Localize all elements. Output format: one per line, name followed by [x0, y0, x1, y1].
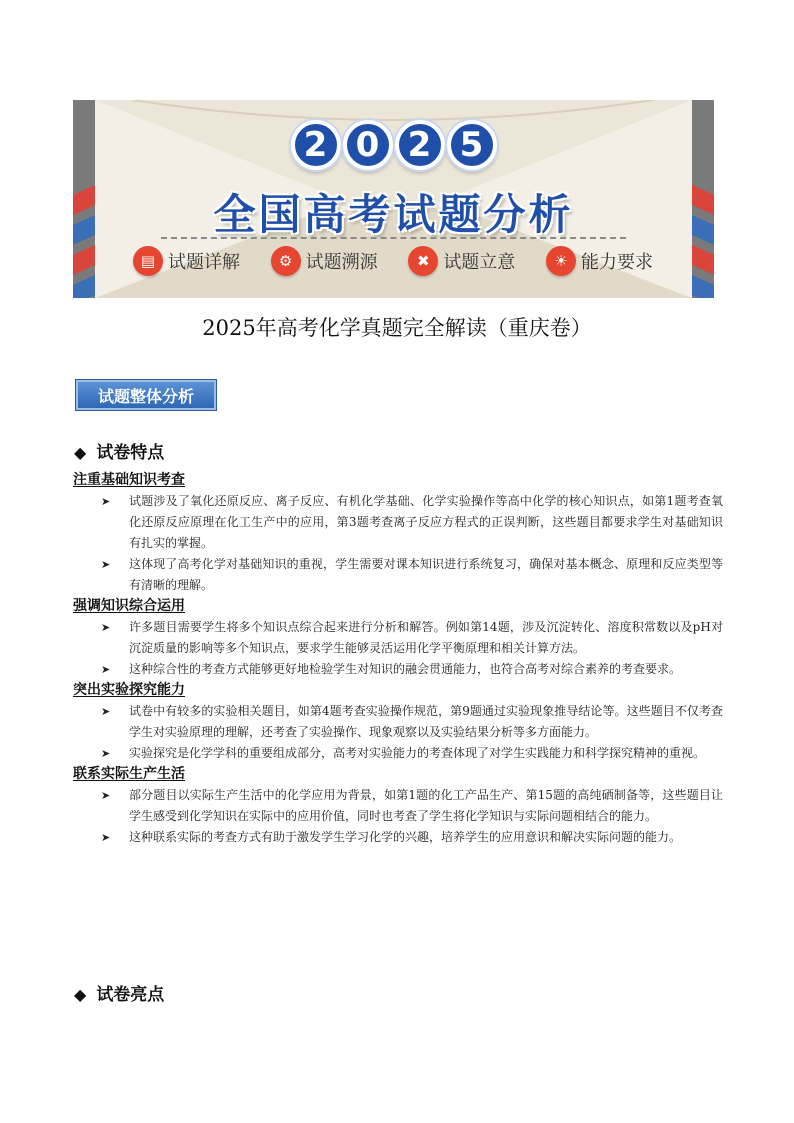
features-content	[73, 470, 723, 848]
arrow-bullet-icon: ➤	[101, 495, 111, 508]
arrow-bullet-icon: ➤	[101, 789, 111, 802]
diamond-icon: ◆	[74, 443, 87, 462]
year-digit: 0	[343, 120, 393, 170]
bullet-text: 部分题目以实际生产生活中的化学应用为背景，如第1题的化工产品生产、第15题的高纯硒制备等，这些题目让学生感受到化学知识在实际中的应用价值，同时也考查了学生将化学知识与实际问题相结合的能力。	[129, 788, 723, 823]
subheading: 联系实际生产生活	[73, 766, 185, 782]
banner-tags	[133, 246, 653, 276]
banner-divider	[161, 237, 626, 239]
list-item	[73, 617, 723, 659]
year-digit: 2	[291, 120, 341, 170]
tag-item	[271, 246, 378, 276]
arrow-bullet-icon: ➤	[101, 621, 111, 634]
header-banner	[73, 100, 714, 298]
list-item	[73, 554, 723, 596]
subheading: 强调知识综合运用	[73, 598, 185, 614]
document-title: 2025年高考化学真题完全解读（重庆卷）	[202, 316, 592, 340]
tag-item	[133, 246, 240, 276]
list-item	[73, 827, 723, 848]
banner-title: 全国高考试题分析	[213, 190, 574, 239]
heading-text: 试卷特点	[96, 443, 165, 463]
arrow-bullet-icon: ➤	[101, 663, 111, 676]
arrow-bullet-icon: ➤	[101, 705, 111, 718]
tag-label: 试题溯源	[305, 252, 378, 273]
arrow-bullet-icon: ➤	[101, 558, 111, 571]
list-item	[73, 491, 723, 554]
bullet-text: 许多题目需要学生将多个知识点综合起来进行分析和解答。例如第14题，涉及沉淀转化、溶度积常数以及pH对沉淀质量的影响等多个知识点，要求学生能够灵活运用化学平衡原理和相关计算方法。	[129, 620, 723, 655]
tag-label: 试题立意	[443, 252, 516, 273]
heading-text: 试卷亮点	[96, 985, 165, 1005]
list-item	[73, 743, 723, 764]
bullet-text: 试卷中有较多的实验相关题目，如第4题考查实验操作规范，第9题通过实验现象推导结论等。这些题目不仅考查学生对实验原理的理解，还考查了实验操作、现象观察以及实验结果分析等多方面能力。	[129, 704, 723, 739]
lightbulb-icon: ☀	[546, 246, 576, 276]
subheading: 突出实验探究能力	[73, 682, 185, 698]
tag-label: 试题详解	[168, 252, 240, 273]
bullet-text: 这种联系实际的考查方式有助于激发学生学习化学的兴趣，培养学生的应用意识和解决实际问题的能力。	[129, 830, 682, 844]
tag-item	[546, 246, 653, 276]
gear-icon: ⚙	[271, 246, 301, 276]
list-item	[73, 785, 723, 827]
document-icon: ▤	[133, 246, 163, 276]
tools-icon: ✖	[408, 246, 438, 276]
list-item	[73, 701, 723, 743]
arrow-bullet-icon: ➤	[101, 831, 111, 844]
tag-label: 能力要求	[580, 252, 653, 273]
bullet-text: 实验探究是化学学科的重要组成部分，高考对实验能力的考查体现了对学生实践能力和科学探究精神的重视。	[129, 746, 706, 760]
heading-highlights	[74, 980, 164, 1005]
section-header-overall-analysis: 试题整体分析	[76, 380, 216, 410]
bullet-text: 这种综合性的考查方式能够更好地检验学生对知识的融会贯通能力，也符合高考对综合素养的考查要求。	[129, 662, 682, 676]
subheading: 注重基础知识考查	[73, 472, 185, 488]
tag-item	[408, 246, 515, 276]
year-digit: 2	[395, 120, 445, 170]
arrow-bullet-icon: ➤	[101, 747, 111, 760]
heading-features	[74, 438, 164, 463]
year-digit: 5	[447, 120, 497, 170]
banner-year	[73, 120, 714, 170]
bullet-text: 试题涉及了氧化还原反应、离子反应、有机化学基础、化学实验操作等高中化学的核心知识点，如第1题考查氧化还原反应原理在化工生产中的应用，第3题考查离子反应方程式的正误判断，这些题目都要求学生对基础知识有扎实的掌握。	[129, 494, 723, 550]
diamond-icon: ◆	[74, 985, 87, 1004]
list-item	[73, 659, 723, 680]
bullet-text: 这体现了高考化学对基础知识的重视，学生需要对课本知识进行系统复习，确保对基本概念、原理和反应类型等有清晰的理解。	[129, 557, 723, 592]
